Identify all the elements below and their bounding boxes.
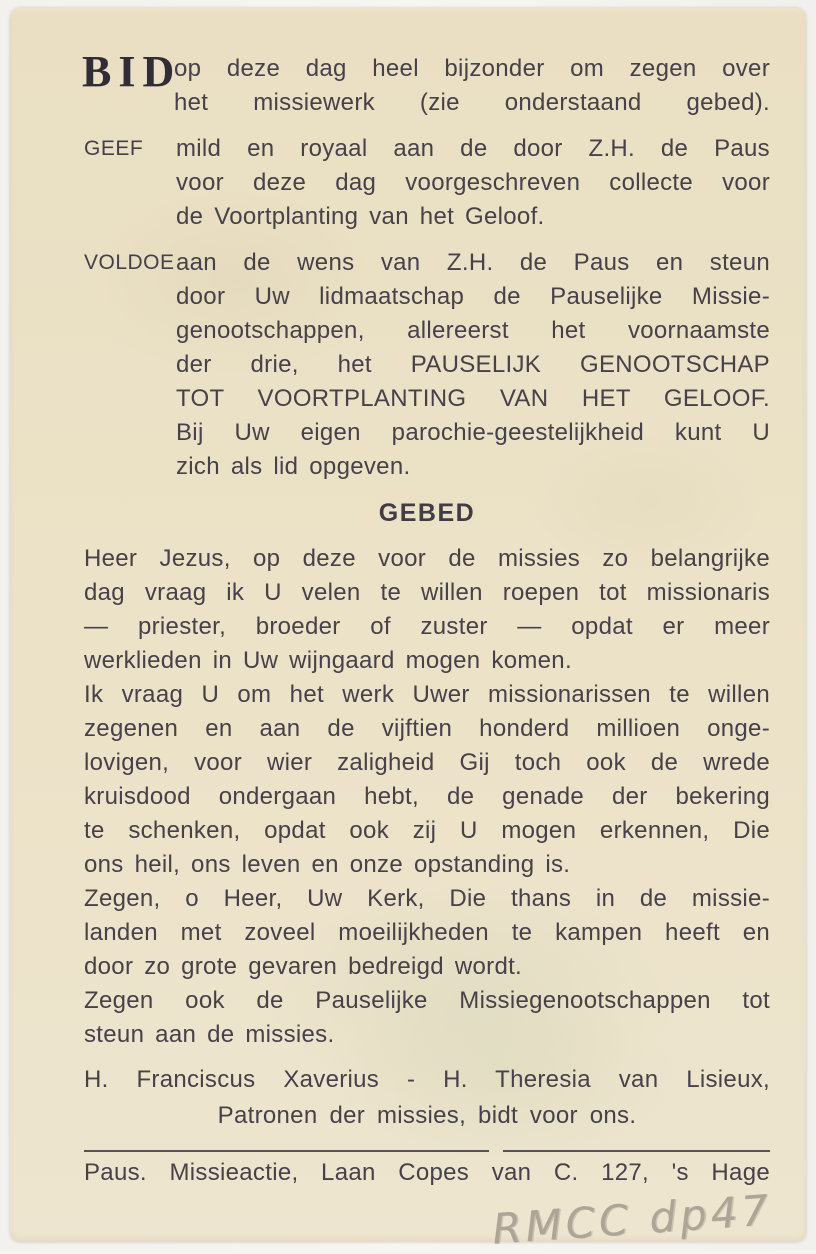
text-line: genootschappen, allereerst het voornaamste	[176, 317, 770, 344]
instruction-label-voldoe: VOLDOE	[84, 251, 175, 274]
text-line: lovigen, voor wier zaligheid Gij toch ook de wrede	[84, 749, 770, 776]
text-line: zegenen en aan de vijftien honderd millioen onge-	[84, 715, 770, 742]
text-line: op deze dag heel bijzonder om zegen over	[174, 55, 770, 82]
prayer-card	[10, 8, 806, 1254]
text-line: werklieden in Uw wijngaard mogen komen.	[84, 647, 572, 674]
handwritten-catalog-note: RMCC dp47	[490, 1185, 774, 1254]
text-line: kruisdood ondergaan hebt, de genade der bekering	[84, 783, 770, 810]
footer-rule-right	[503, 1150, 770, 1152]
text-line: aan de wens van Z.H. de Paus en steun	[176, 249, 770, 276]
instruction-voldoe	[84, 246, 770, 484]
text-line: te schenken, opdat ook zij U mogen erkennen, Die	[84, 817, 770, 844]
text-line: Zegen ook de Pauselijke Missiegenootschappen tot	[84, 987, 770, 1014]
text-line: voor deze dag voorgeschreven collecte voor	[176, 169, 770, 196]
text-line: ons heil, ons leven en onze opstanding is.	[84, 851, 571, 878]
text-line: mild en royaal aan de door Z.H. de Paus	[176, 135, 770, 162]
prayer-body	[84, 542, 770, 1052]
text-line: Zegen, o Heer, Uw Kerk, Die thans in de missie-	[84, 885, 770, 912]
text-line: Ik vraag U om het werk Uwer missionarissen te willen	[84, 681, 770, 708]
text-line: der drie, het PAUSELIJK GENOOTSCHAP	[176, 351, 770, 378]
footer-rule-left	[84, 1150, 489, 1152]
instruction-text-voldoe	[176, 246, 770, 484]
instruction-bid	[82, 47, 770, 120]
prayer-paragraph-4	[84, 984, 770, 1052]
publisher-imprint: Paus. Missieactie, Laan Copes van C. 127, 's Hage	[84, 1159, 770, 1186]
instruction-text-geef	[176, 132, 770, 234]
text-line: zich als lid opgeven.	[176, 453, 411, 480]
text-line: de Voortplanting van het Geloof.	[176, 203, 545, 230]
prayer-paragraph-1	[84, 542, 770, 678]
instruction-label-bid: BID	[82, 47, 182, 96]
saints-invocation	[84, 1062, 770, 1134]
prayer-paragraph-2	[84, 678, 770, 882]
text-line: Bij Uw eigen parochie-geestelijkheid kunt U	[176, 419, 770, 446]
text-line: het missiewerk (zie onderstaand gebed).	[174, 89, 770, 116]
text-line: Heer Jezus, op deze voor de missies zo belangrijke	[84, 545, 770, 572]
text-line: landen met zoveel moeilijkheden te kampen heeft en	[84, 919, 770, 946]
instruction-label-geef: GEEF	[84, 137, 144, 160]
prayer-heading: GEBED	[378, 499, 476, 527]
text-line: door zo grote gevaren bedreigd wordt.	[84, 953, 523, 980]
text-line: door Uw lidmaatschap de Pauselijke Missie-	[176, 283, 770, 310]
text-line: steun aan de missies.	[84, 1021, 335, 1048]
footer-rule	[84, 1150, 770, 1152]
saints-line-2: Patronen der missies, bidt voor ons.	[217, 1102, 637, 1129]
instruction-text-bid	[174, 52, 770, 120]
prayer-paragraph-3	[84, 882, 770, 984]
text-line: — priester, broeder of zuster — opdat er meer	[84, 613, 770, 640]
text-line: TOT VOORTPLANTING VAN HET GELOOF.	[176, 385, 770, 412]
text-line: dag vraag ik U velen te willen roepen tot missionaris	[84, 579, 770, 606]
saints-line-1: H. Franciscus Xaverius - H. Theresia van Lisieux,	[84, 1066, 770, 1093]
instruction-geef	[84, 132, 770, 234]
